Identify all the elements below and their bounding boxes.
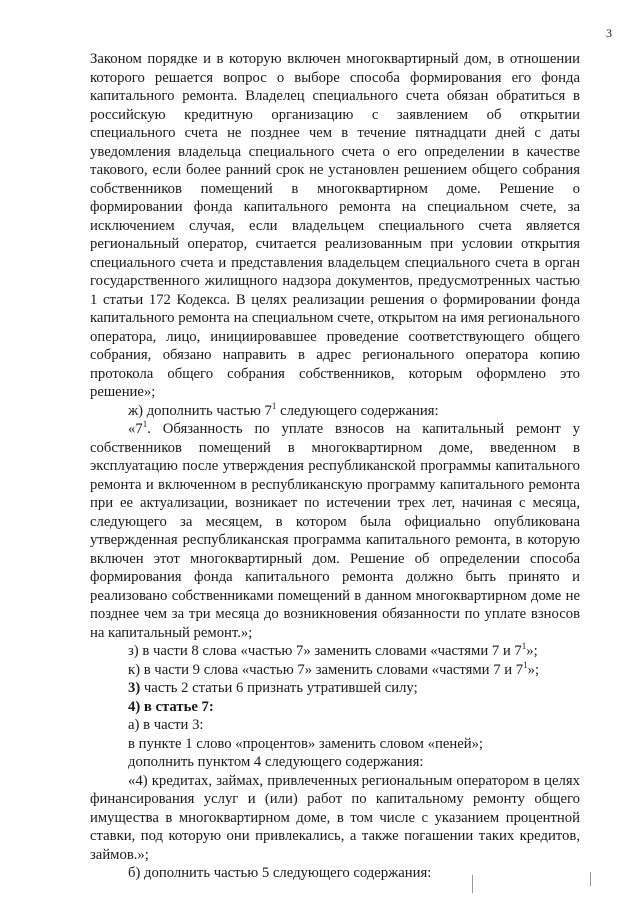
- paragraph-5-text: к) в части 9 слова «частью 7» заменить словами «частями 7 и 7: [128, 661, 524, 678]
- paragraph-4-text: з) в части 8 слова «частью 7» заменить словами «частями 7 и 7: [128, 643, 522, 659]
- superscript: 1: [271, 400, 277, 411]
- paragraph-3: [90, 420, 580, 642]
- scan-artifact-mark: [472, 875, 473, 893]
- paragraph-6-text: часть 2 статьи 6 признать утратившей силу;: [140, 680, 418, 696]
- page-number: 3: [606, 26, 612, 40]
- paragraph-7: 4) в статье 7:: [128, 698, 214, 715]
- paragraph-11: «4) кредитах, займах, привлеченных региональным оператором в целях финансирования услуг и (или) работ по капитальному ремонту общего имущества в многоквартирном доме, в том числе с указанием процентной ставки, под которую они привлекались, а также погашении таких кредитов, займов.»;: [90, 772, 580, 863]
- paragraph-9: в пункте 1 слово «процентов» заменить словом «пеней»;: [128, 735, 484, 752]
- superscript: 1: [142, 419, 148, 430]
- paragraph-6: [90, 679, 580, 698]
- paragraph-3-open: «7: [128, 421, 143, 437]
- paragraph-10: дополнить пунктом 4 следующего содержания:: [128, 754, 424, 770]
- paragraph-4-tail: »;: [526, 643, 538, 659]
- paragraph-2-text: ж) дополнить частью 7: [128, 402, 272, 419]
- scan-artifact-mark: [590, 872, 591, 886]
- paragraph-2-tail: следующего содержания:: [276, 402, 439, 419]
- superscript: 1: [521, 641, 527, 652]
- paragraph-1: Законом порядке и в которую включен многоквартирный дом, в отношении которого решается вопрос о выборе способа формирования его фонда капитального ремонта. Владелец специального счета обязан обратиться в российскую кредитную организацию с заявлением об открытии специального счета не позднее чем в течение пятнадцати дней с даты уведомления владельца специального счета о его определении в качестве такового, если более ранний срок не установлен решением общего собрания собственников помещений в многоквартирном доме. Решение о формировании фонда капитального ремонта на специальном счете, за исключением случая, если владельцем специального счета является региональный оператор, считается реализованным при условии открытия специального счета и представления владельцем специального счета в орган государственного жилищного надзора документов, предусмотренных частью 1 статьи 172 Кодекса. В целях реализации решения о формировании фонда капитального ремонта на специальном счете, открытом на имя регионального оператора, лицо, инициировавшее проведение соответствующего общего собрания, обязано направить в адрес регионального оператора копию протокола общего собрания собственников, которым оформлено это решение»;: [90, 51, 580, 400]
- document-body: [90, 50, 580, 883]
- paragraph-4: [90, 642, 580, 661]
- paragraph-2: [90, 402, 580, 421]
- item-number: 3): [128, 680, 141, 696]
- paragraph-5-tail: »;: [527, 661, 540, 678]
- paragraph-12: б) дополнить частью 5 следующего содержания:: [128, 865, 432, 881]
- paragraph-8: а) в части 3:: [128, 717, 204, 733]
- paragraph-5: [90, 661, 580, 680]
- paragraph-3-text: . Обязанность по уплате взносов на капитальный ремонт у собственников помещений в многоквартирном доме, введенном в эксплуатацию после утверждения республиканской программы капитального ремонта и включенном в республиканскую программу капитального ремонта при ее актуализации, возникает по истечении трех лет, начиная с месяца, следующего за месяцем, в котором была официально опубликована утвержденная республиканская программа капитального ремонта, в которую включен этот многоквартирный дом. Решение об определении способа формирования фонда капитального ремонта должно быть принято и реализовано собственниками помещений в данном многоквартирном доме не позднее чем за три месяца до возникновения обязанности по уплате взносов на капитальный ремонт.»;: [90, 421, 580, 641]
- superscript: 1: [523, 659, 528, 670]
